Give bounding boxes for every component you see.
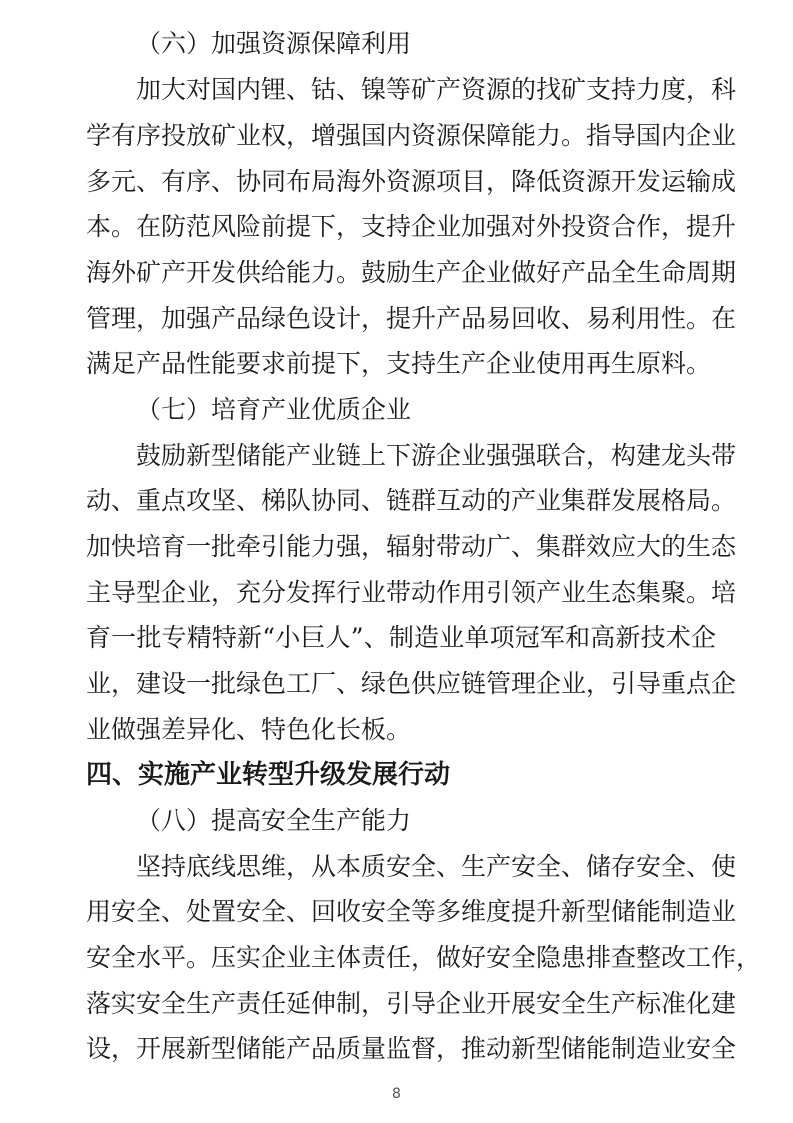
paragraph-line: 鼓励新型储能产业链上下游企业强强联合，构建龙头带: [136, 441, 737, 470]
paragraph-line: 用安全、处置安全、回收安全等多维度提升新型储能制造业: [86, 897, 737, 926]
part-4-heading: 四、实施产业转型升级发展行动: [86, 760, 451, 790]
paragraph-line: 加大对国内锂、钴、镍等矿产资源的找矿支持力度，科: [136, 75, 737, 104]
paragraph-line: 加快培育一批牵引能力强，辐射带动广、集群效应大的生态: [86, 532, 737, 561]
paragraph-line: 育一批专精特新“小巨人”、制造业单项冠军和高新技术企: [86, 623, 716, 652]
paragraph-line: 设，开展新型储能产品质量监督，推动新型储能制造业安全: [86, 1034, 737, 1063]
section-6-heading: （六）加强资源保障利用: [136, 29, 412, 58]
paragraph-line: 主导型企业，充分发挥行业带动作用引领产业生态集聚。培: [86, 578, 737, 607]
paragraph-line: 安全水平。压实企业主体责任，做好安全隐患排查整改工作，: [86, 943, 762, 972]
paragraph-line: 多元、有序、协同布局海外资源项目，降低资源开发运输成: [86, 167, 737, 196]
paragraph-line: 学有序投放矿业权，增强国内资源保障能力。指导国内企业: [86, 121, 737, 150]
paragraph-line: 海外矿产开发供给能力。鼓励生产企业做好产品全生命周期: [86, 258, 737, 287]
paragraph-line: 坚持底线思维，从本质安全、生产安全、储存安全、使: [136, 852, 737, 881]
section-8-heading: （八）提高安全生产能力: [136, 806, 412, 835]
paragraph-line: 满足产品性能要求前提下，支持生产企业使用再生原料。: [86, 349, 712, 378]
page-number: 8: [392, 1086, 401, 1102]
paragraph-line: 业，建设一批绿色工厂、绿色供应链管理企业，引导重点企: [86, 669, 737, 698]
paragraph-line: 业做强差异化、特色化长板。: [86, 715, 412, 744]
section-7-heading: （七）培育产业优质企业: [136, 395, 412, 424]
paragraph-line: 动、重点攻坚、梯队协同、链群互动的产业集群发展格局。: [86, 486, 737, 515]
paragraph-line: 本。在防范风险前提下，支持企业加强对外投资合作，提升: [86, 212, 737, 241]
paragraph-line: 管理，加强产品绿色设计，提升产品易回收、易利用性。在: [86, 304, 737, 333]
paragraph-line: 落实安全生产责任延伸制，引导企业开展安全生产标准化建: [86, 989, 737, 1018]
